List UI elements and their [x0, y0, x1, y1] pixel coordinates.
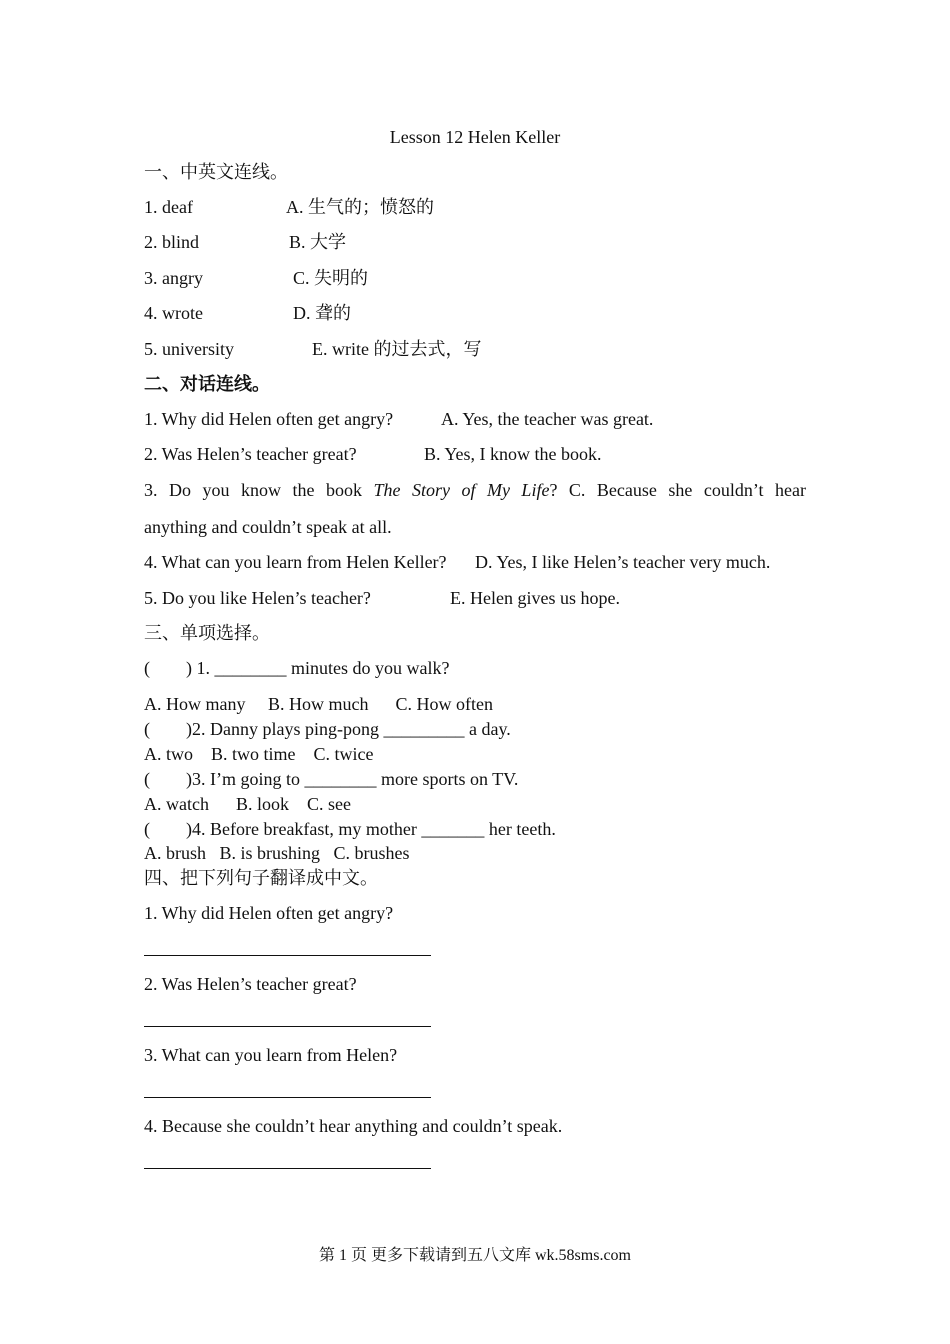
translate-sentence-1: 1. Why did Helen often get angry?	[144, 903, 394, 923]
section-4-heading: 四、把下列句子翻译成中文。	[144, 868, 378, 888]
match-meaning-e: E. write 的过去式，写	[312, 339, 482, 359]
page-footer: 第 1 页 更多下载请到五八文库 wk.58sms.com	[318, 1247, 631, 1264]
dialog-question-4: 4. What can you learn from Helen Keller?	[144, 552, 447, 572]
dialog-answer-e: E. Helen gives us hope.	[450, 588, 620, 608]
match-word-4: 4. wrote	[144, 303, 203, 323]
dialog-question-2: 2. Was Helen’s teacher great?	[144, 444, 357, 464]
answer-line-3	[144, 1097, 431, 1098]
translate-sentence-2: 2. Was Helen’s teacher great?	[144, 974, 357, 994]
translate-sentence-3: 3. What can you learn from Helen?	[144, 1045, 398, 1065]
choice-question-4: ( )4. Before breakfast, my mother _______ her teeth.	[144, 819, 556, 839]
dialog-question-3	[144, 479, 806, 501]
match-word-5: 5. university	[144, 339, 234, 359]
match-word-1: 1. deaf	[144, 197, 193, 217]
match-meaning-a: A. 生气的；愤怒的	[286, 197, 434, 217]
q3-suffix-answer-c: ? C. Because she couldn’t hear	[549, 480, 807, 500]
match-meaning-c: C. 失明的	[293, 268, 369, 288]
match-word-3: 3. angry	[144, 268, 203, 288]
choice-question-3: ( )3. I’m going to ________ more sports on TV.	[144, 769, 519, 789]
match-word-2: 2. blind	[144, 232, 200, 252]
answer-line-4	[144, 1168, 431, 1169]
dialog-answer-c-continued: anything and couldn’t speak at all.	[144, 517, 392, 537]
section-3-heading: 三、单项选择。	[144, 623, 270, 643]
section-2-heading: 二、对话连线。	[144, 374, 270, 394]
choice-question-1: ( ) 1. ________ minutes do you walk?	[144, 658, 450, 678]
dialog-question-1: 1. Why did Helen often get angry?	[144, 409, 394, 429]
dialog-question-5: 5. Do you like Helen’s teacher?	[144, 588, 371, 608]
match-meaning-d: D. 聋的	[293, 303, 351, 323]
answer-line-1	[144, 955, 431, 956]
choice-options-1: A. How many B. How much C. How often	[144, 694, 493, 714]
page-title: Lesson 12 Helen Keller	[389, 127, 561, 147]
q3-prefix: 3. Do you know the book	[144, 480, 374, 500]
choice-question-2: ( )2. Danny plays ping-pong _________ a day.	[144, 719, 511, 739]
choice-options-4: A. brush B. is brushing C. brushes	[144, 843, 410, 863]
dialog-answer-b: B. Yes, I know the book.	[424, 444, 602, 464]
translate-sentence-4: 4. Because she couldn’t hear anything and couldn’t speak.	[144, 1116, 563, 1136]
choice-options-2: A. two B. two time C. twice	[144, 744, 374, 764]
match-meaning-b: B. 大学	[289, 232, 347, 252]
choice-options-3: A. watch B. look C. see	[144, 794, 351, 814]
dialog-answer-a: A. Yes, the teacher was great.	[441, 409, 654, 429]
dialog-answer-d: D. Yes, I like Helen’s teacher very much.	[475, 552, 771, 572]
answer-line-2	[144, 1026, 431, 1027]
section-1-heading: 一、中英文连线。	[144, 162, 288, 182]
book-title: The Story of My Life	[373, 480, 550, 500]
